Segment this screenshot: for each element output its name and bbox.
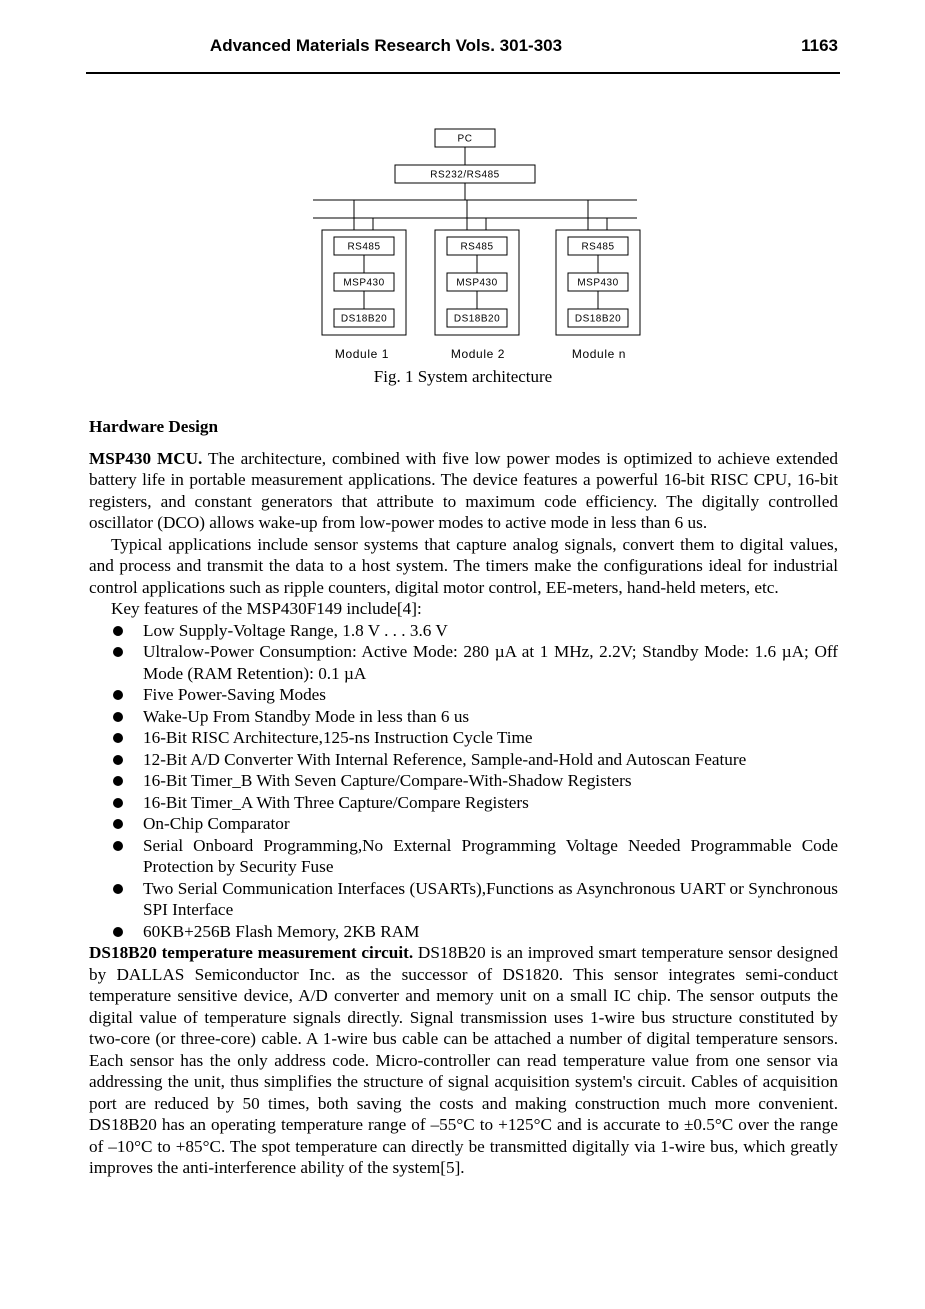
list-item: Five Power-Saving Modes: [89, 684, 838, 706]
list-item: 12-Bit A/D Converter With Internal Reference, Sample-and-Hold and Autoscan Feature: [89, 749, 838, 771]
ds18b20-paragraph-text: DS18B20 is an improved smart temperature sensor designed by DALLAS Semiconductor Inc. as the successor of DS1820. This sensor integrates semi-conduct temperature sensitive device, A/D converter and memory unit on a small IC chip. The sensor outputs the digital value of temperature signals directly. Signal transmission uses 1-wire bus structure constituted by two-core (or three-core) cable. A 1-wire bus cable can be attached a number of digital temperature sensors. Each sensor has the only address code. Micro-controller can read temperature value from one sensor via addressing the unit, thus simplifies the structure of signal acquisition system's circuit. Cables of acquisition port are reduced by 50 times, both saving the costs and making construction much more convenient. DS18B20 has an operating temperature range of –55°C to +125°C and is accurate to ±0.5°C over the range of –10°C to +85°C. The spot temperature can directly be transmitted digitally via 1-wire bus, which greatly improves the anti-interference ability of the system[5].: [89, 943, 838, 1177]
converter-label: RS232/RS485: [430, 169, 500, 181]
body-text: [89, 416, 838, 1179]
module-n-sensor: DS18B20: [574, 313, 622, 325]
list-item: Two Serial Communication Interfaces (USARTs),Functions as Asynchronous UART or Synchronous SPI Interface: [89, 878, 838, 921]
list-item: Ultralow-Power Consumption: Active Mode: 280 µA at 1 MHz, 2.2V; Standby Mode: 1.6 µA; Off Mode (RAM Retention): 0.1 µA: [89, 641, 838, 684]
header-rule: [86, 72, 840, 74]
list-item: On-Chip Comparator: [89, 813, 838, 835]
section-heading: Hardware Design: [89, 417, 219, 436]
module-1-rs485: RS485: [347, 241, 381, 253]
module-1-label: Module 1: [334, 347, 390, 361]
ds18b20-paragraph: [89, 942, 838, 1179]
module-2-sensor: DS18B20: [453, 313, 501, 325]
msp430-run-in-heading: MSP430 MCU.: [89, 448, 203, 468]
module-1-sensor: DS18B20: [340, 313, 388, 325]
module-1-mcu: MSP430: [343, 277, 385, 289]
list-item: Serial Onboard Programming,No External Programming Voltage Needed Programmable Code Protection by Security Fuse: [89, 835, 838, 878]
module-n-mcu: MSP430: [577, 277, 619, 289]
list-item: Wake-Up From Standby Mode in less than 6 us: [89, 706, 838, 728]
module-n-rs485: RS485: [581, 241, 615, 253]
module-2-label: Module 2: [450, 347, 506, 361]
module-n-label: Module n: [571, 347, 627, 361]
page-number: 1163: [801, 36, 838, 55]
system-architecture-figure: [300, 120, 650, 370]
list-item: Low Supply-Voltage Range, 1.8 V . . . 3.6 V: [89, 620, 838, 642]
architecture-diagram: [300, 120, 650, 370]
list-item: 60KB+256B Flash Memory, 2KB RAM: [89, 921, 838, 943]
pc-label: PC: [457, 133, 473, 145]
journal-title: Advanced Materials Research Vols. 301-303: [209, 36, 563, 55]
module-2-mcu: MSP430: [456, 277, 498, 289]
msp430-paragraph-2: Typical applications include sensor systems that capture analog signals, convert them to digital values, and process and transmit the data to a host system. The timers make the configurations ideal for industrial control applications such as ripple counters, digital motor control, EE-meters, hand-held meters, etc.: [89, 534, 838, 597]
features-intro: Key features of the MSP430F149 include[4]:: [111, 599, 422, 618]
ds18b20-run-in-heading: DS18B20 temperature measurement circuit.: [89, 943, 414, 962]
feature-list: [89, 620, 838, 943]
list-item: 16-Bit Timer_B With Seven Capture/Compare-With-Shadow Registers: [89, 770, 838, 792]
msp430-paragraph-1-text: The architecture, combined with five low power modes is optimized to achieve extended battery life in portable measurement applications. The device features a powerful 16-bit RISC CPU, 16-bit registers, and constant generators that attribute to maximum code efficiency. The digitally controlled oscillator (DCO) allows wake-up from low-power modes to active mode in less than 6 us.: [89, 448, 838, 532]
list-item: 16-Bit RISC Architecture,125-ns Instruction Cycle Time: [89, 727, 838, 749]
module-2-rs485: RS485: [460, 241, 494, 253]
msp430-paragraph-1: [89, 448, 838, 534]
running-header: [86, 34, 840, 56]
figure-caption: Fig. 1 System architecture: [373, 367, 553, 386]
list-item: 16-Bit Timer_A With Three Capture/Compare Registers: [89, 792, 838, 814]
